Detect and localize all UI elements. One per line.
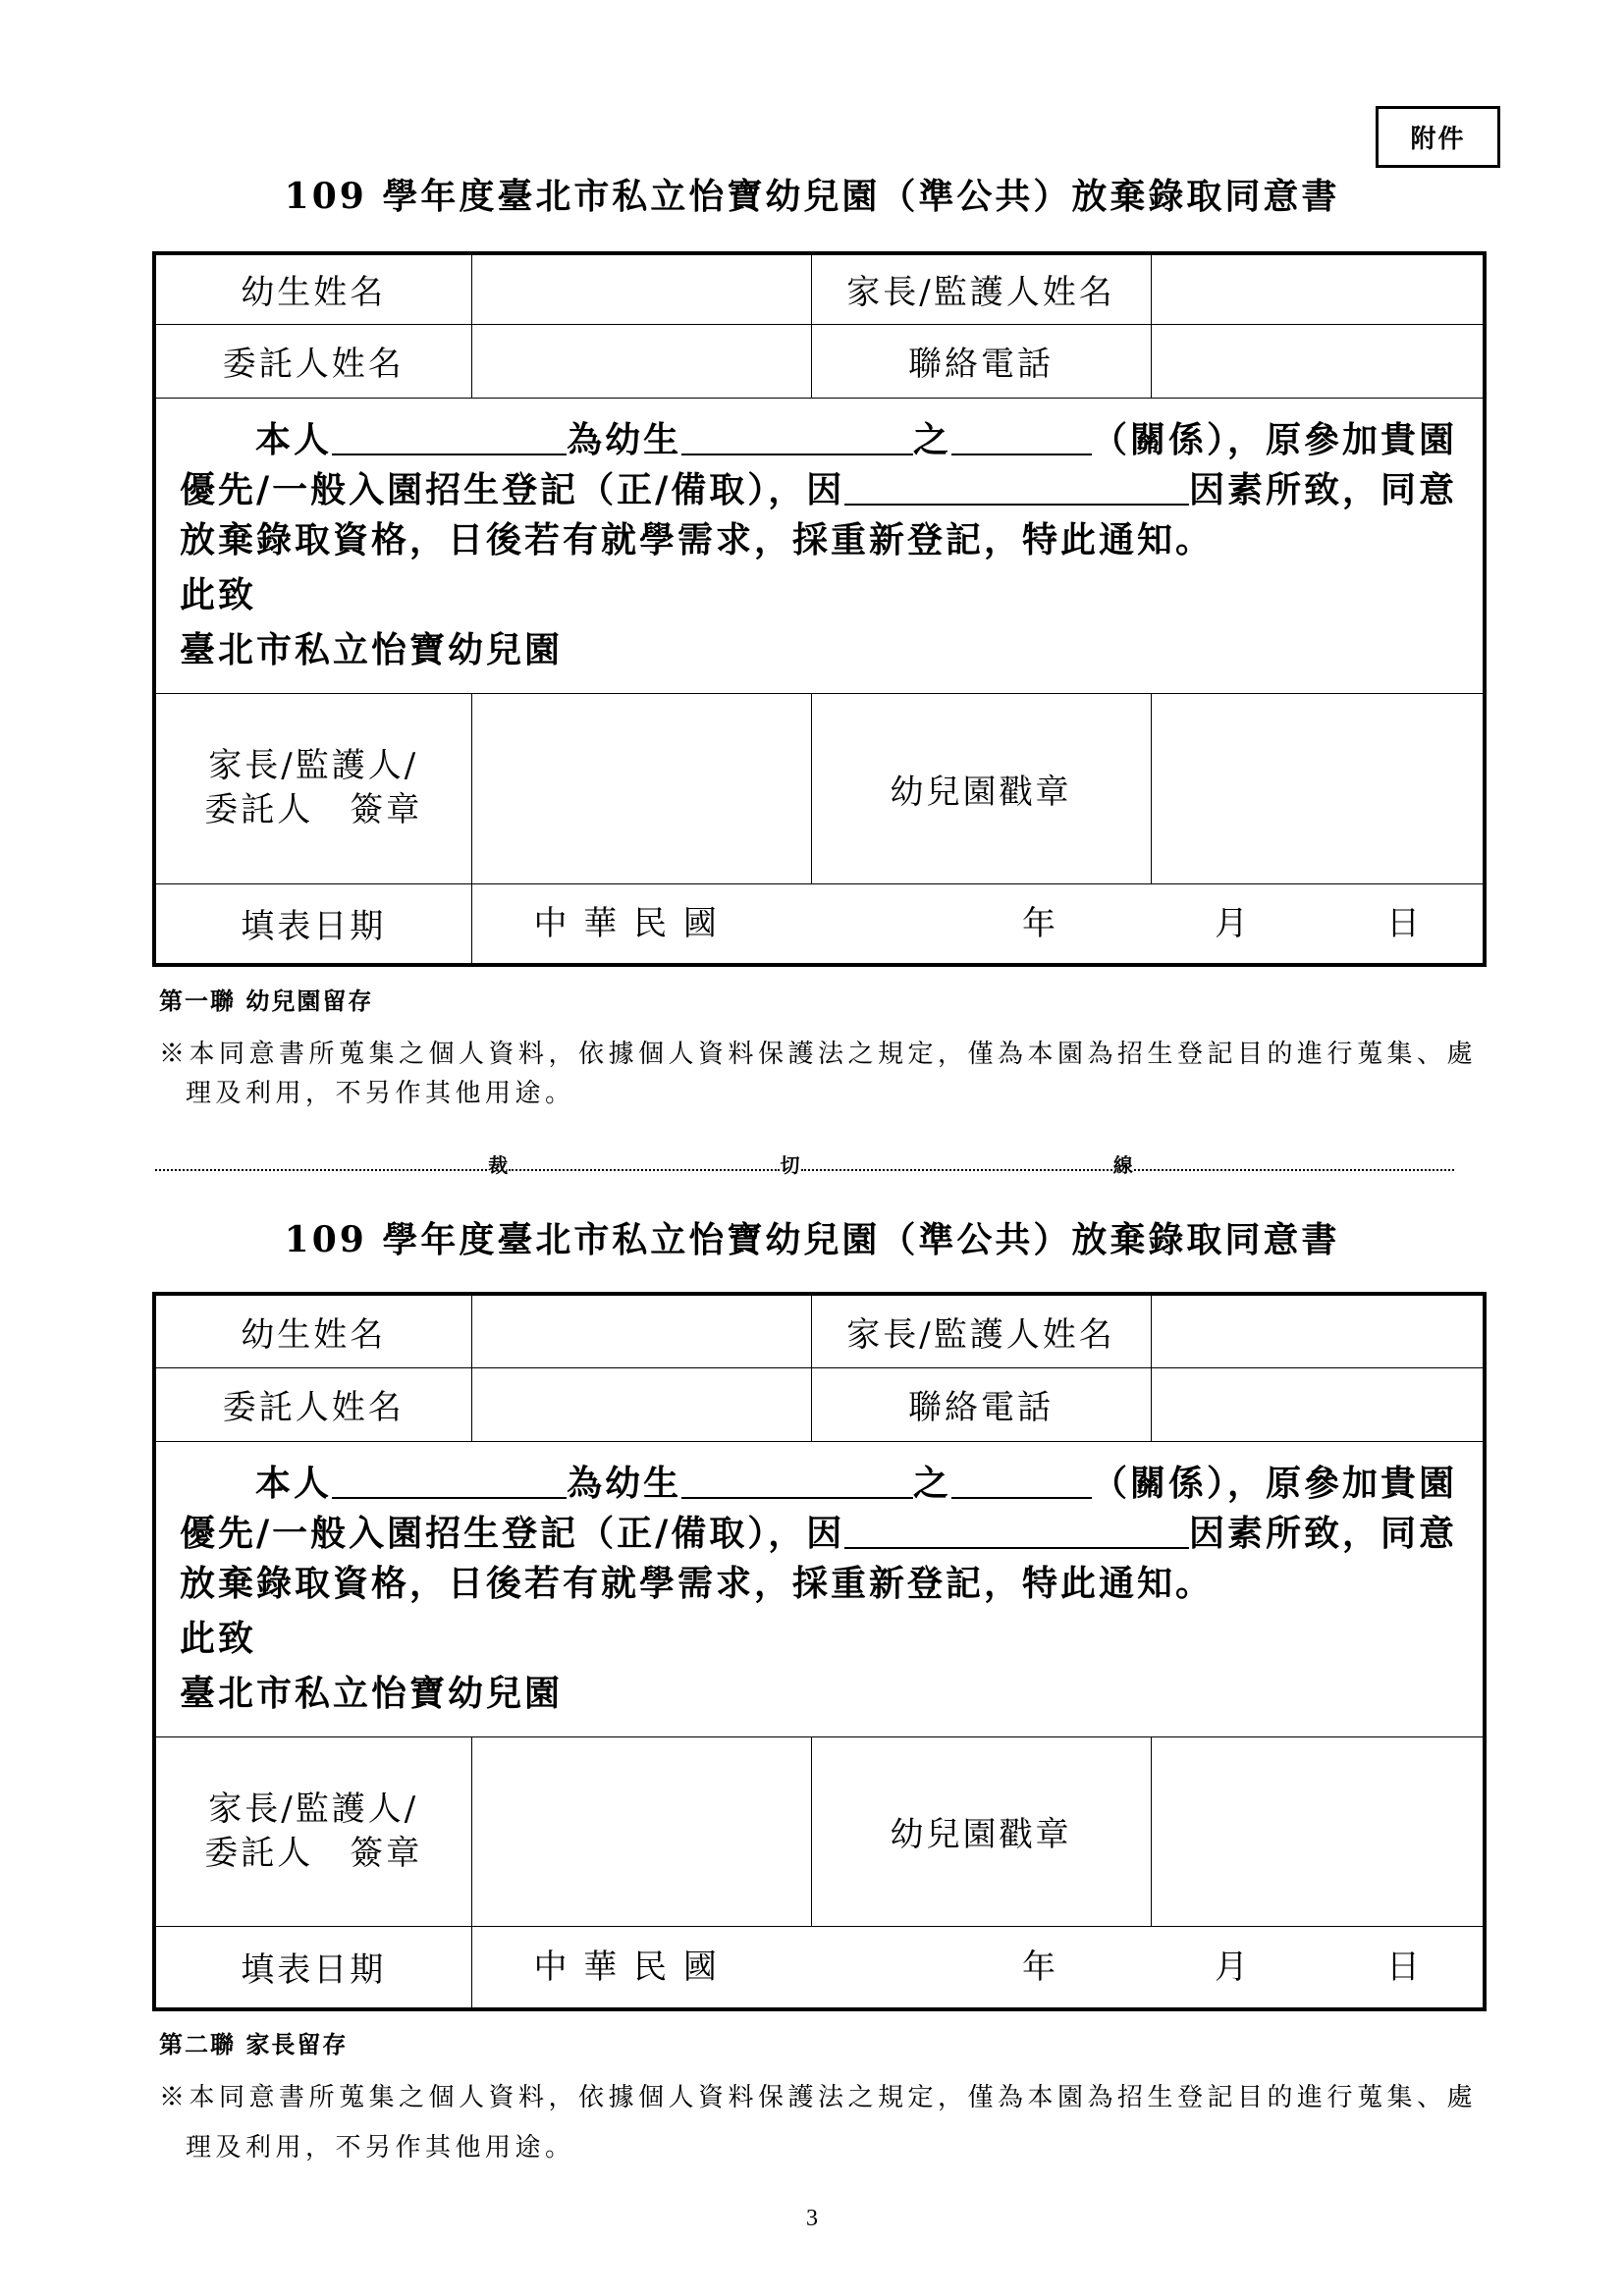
child-name-value-cell [471,253,811,324]
attachment-label: 附件 [1410,125,1466,154]
stamp-label: 幼兒園戳章 [811,1736,1151,1926]
date-year-label: 年 [1022,903,1058,943]
form-row-contact [154,1367,1485,1441]
page-number: 3 [806,2206,818,2231]
salutation-text: 此致 [180,1617,257,1659]
date-label: 填表日期 [154,883,471,965]
statement-text: 本人 [255,418,333,460]
cut-line-dots [155,1169,487,1171]
blank-relationship [951,415,1092,455]
date-value-cell [471,1926,1485,2009]
statement-line-1 [180,415,1457,465]
signer-label-line-1: 家長/監護人/ [208,746,419,785]
delegate-name-label: 委託人姓名 [154,1367,471,1441]
cut-line-dots [801,1169,1112,1171]
statement-text: 為幼生 [567,1462,682,1504]
child-name-label: 幼生姓名 [154,1294,471,1367]
statement-text: 為幼生 [567,418,682,460]
signature-value-cell [471,1736,811,1926]
statement-text: 因素所致，同意 [1188,1512,1457,1554]
guardian-name-value-cell [1151,1294,1485,1367]
statement-salutation [180,569,1457,620]
delegate-name-value-cell [471,1367,811,1441]
date-year-label: 年 [1022,1947,1058,1987]
phone-value-cell [1151,1367,1485,1441]
form-row-date [154,883,1485,965]
form-row-date [154,1926,1485,2009]
date-fields [472,884,1484,963]
date-fields [472,1928,1484,2006]
date-value-cell [471,883,1485,965]
statement-text: 本人 [255,1462,333,1504]
statement-line-1 [180,1459,1457,1509]
copy-label: 第一聯 幼兒園留存 [159,987,374,1015]
form-title: 109 學年度臺北市私立怡寶幼兒園（準公共）放棄錄取同意書 [284,1219,1340,1260]
copy-label: 第二聯 家長留存 [159,2030,349,2058]
statement-text: 因素所致，同意 [1188,468,1457,510]
blank-child-name [681,415,913,455]
cut-line [155,1150,1454,1176]
delegate-name-label: 委託人姓名 [154,324,471,398]
date-day-label: 日 [1386,903,1423,943]
stamp-label: 幼兒園戳章 [811,693,1151,883]
statement-recipient [180,624,1457,675]
signer-label [154,1736,471,1926]
signer-label [154,693,471,883]
guardian-name-label: 家長/監護人姓名 [811,253,1151,324]
delegate-name-value-cell [471,324,811,398]
signer-label-line-1: 家長/監護人/ [208,1789,419,1829]
cut-line-char: 裁 [488,1153,509,1177]
signature-value-cell [471,693,811,883]
statement-text: 之 [912,1462,951,1504]
cut-line-char: 線 [1112,1153,1133,1177]
cut-line-dots [1134,1169,1454,1171]
privacy-note-line-1: ※本同意書所蒐集之個人資料，依據個人資料保護法之規定，僅為本園為招生登記目的進行蒐集、處 [159,2083,1478,2112]
consent-statement-cell [154,398,1485,693]
statement-text: （關係），原參加貴園 [1091,1462,1457,1504]
stamp-value-cell [1151,1736,1485,1926]
privacy-note-line-2: 理及利用，不另作其他用途。 [186,2133,575,2163]
attachment-label-box [1376,106,1500,168]
statement-salutation [180,1613,1457,1664]
consent-form-table [152,251,1487,967]
statement-text: 優先/一般入園招生登記（正/備取），因 [180,1512,845,1554]
recipient-text: 臺北市私立怡寶幼兒園 [180,1672,564,1714]
recipient-text: 臺北市私立怡寶幼兒園 [180,628,564,670]
cut-line-char: 切 [780,1153,800,1177]
phone-value-cell [1151,324,1485,398]
statement-line-3 [180,1559,1457,1609]
date-era: 中 華 民 國 [533,903,720,943]
blank-reason [844,465,1189,506]
statement-text: 放棄錄取資格，日後若有就學需求，採重新登記，特此通知。 [180,1562,1215,1604]
privacy-note-line-2: 理及利用，不另作其他用途。 [186,1079,575,1108]
form-row-statement [154,398,1485,693]
statement-line-2 [180,1509,1457,1559]
consent-form-table [152,1292,1487,2011]
date-month-label: 月 [1215,1947,1251,1987]
form-row-signature [154,693,1485,883]
form-row-names [154,253,1485,324]
date-label: 填表日期 [154,1926,471,2009]
statement-recipient [180,1668,1457,1719]
guardian-name-value-cell [1151,253,1485,324]
blank-applicant-name [332,415,567,455]
salutation-text: 此致 [180,573,257,615]
cut-line-dots [509,1169,779,1171]
blank-reason [844,1509,1189,1549]
child-name-label: 幼生姓名 [154,253,471,324]
date-month-label: 月 [1215,903,1251,943]
form-row-names [154,1294,1485,1367]
form-row-statement [154,1441,1485,1736]
statement-text: 之 [912,418,951,460]
consent-statement-cell [154,1441,1485,1736]
statement-text: 放棄錄取資格，日後若有就學需求，採重新登記，特此通知。 [180,518,1215,561]
stamp-value-cell [1151,693,1485,883]
statement-text: （關係），原參加貴園 [1091,418,1457,460]
signer-label-line-2: 委託人 簽章 [204,1833,423,1873]
statement-indent [180,1459,255,1509]
blank-child-name [681,1459,913,1499]
form-title: 109 學年度臺北市私立怡寶幼兒園（準公共）放棄錄取同意書 [284,176,1340,217]
statement-line-3 [180,515,1457,565]
statement-text: 優先/一般入園招生登記（正/備取），因 [180,468,845,510]
blank-relationship [951,1459,1092,1499]
date-day-label: 日 [1386,1947,1423,1987]
form-row-signature [154,1736,1485,1926]
signer-label-line-2: 委託人 簽章 [204,790,423,829]
date-era: 中 華 民 國 [533,1947,720,1987]
phone-label: 聯絡電話 [811,1367,1151,1441]
privacy-note-line-1: ※本同意書所蒐集之個人資料，依據個人資料保護法之規定，僅為本園為招生登記目的進行蒐集、處 [159,1040,1478,1069]
statement-indent [180,415,255,465]
form-row-contact [154,324,1485,398]
child-name-value-cell [471,1294,811,1367]
guardian-name-label: 家長/監護人姓名 [811,1294,1151,1367]
statement-line-2 [180,465,1457,515]
phone-label: 聯絡電話 [811,324,1151,398]
blank-applicant-name [332,1459,567,1499]
